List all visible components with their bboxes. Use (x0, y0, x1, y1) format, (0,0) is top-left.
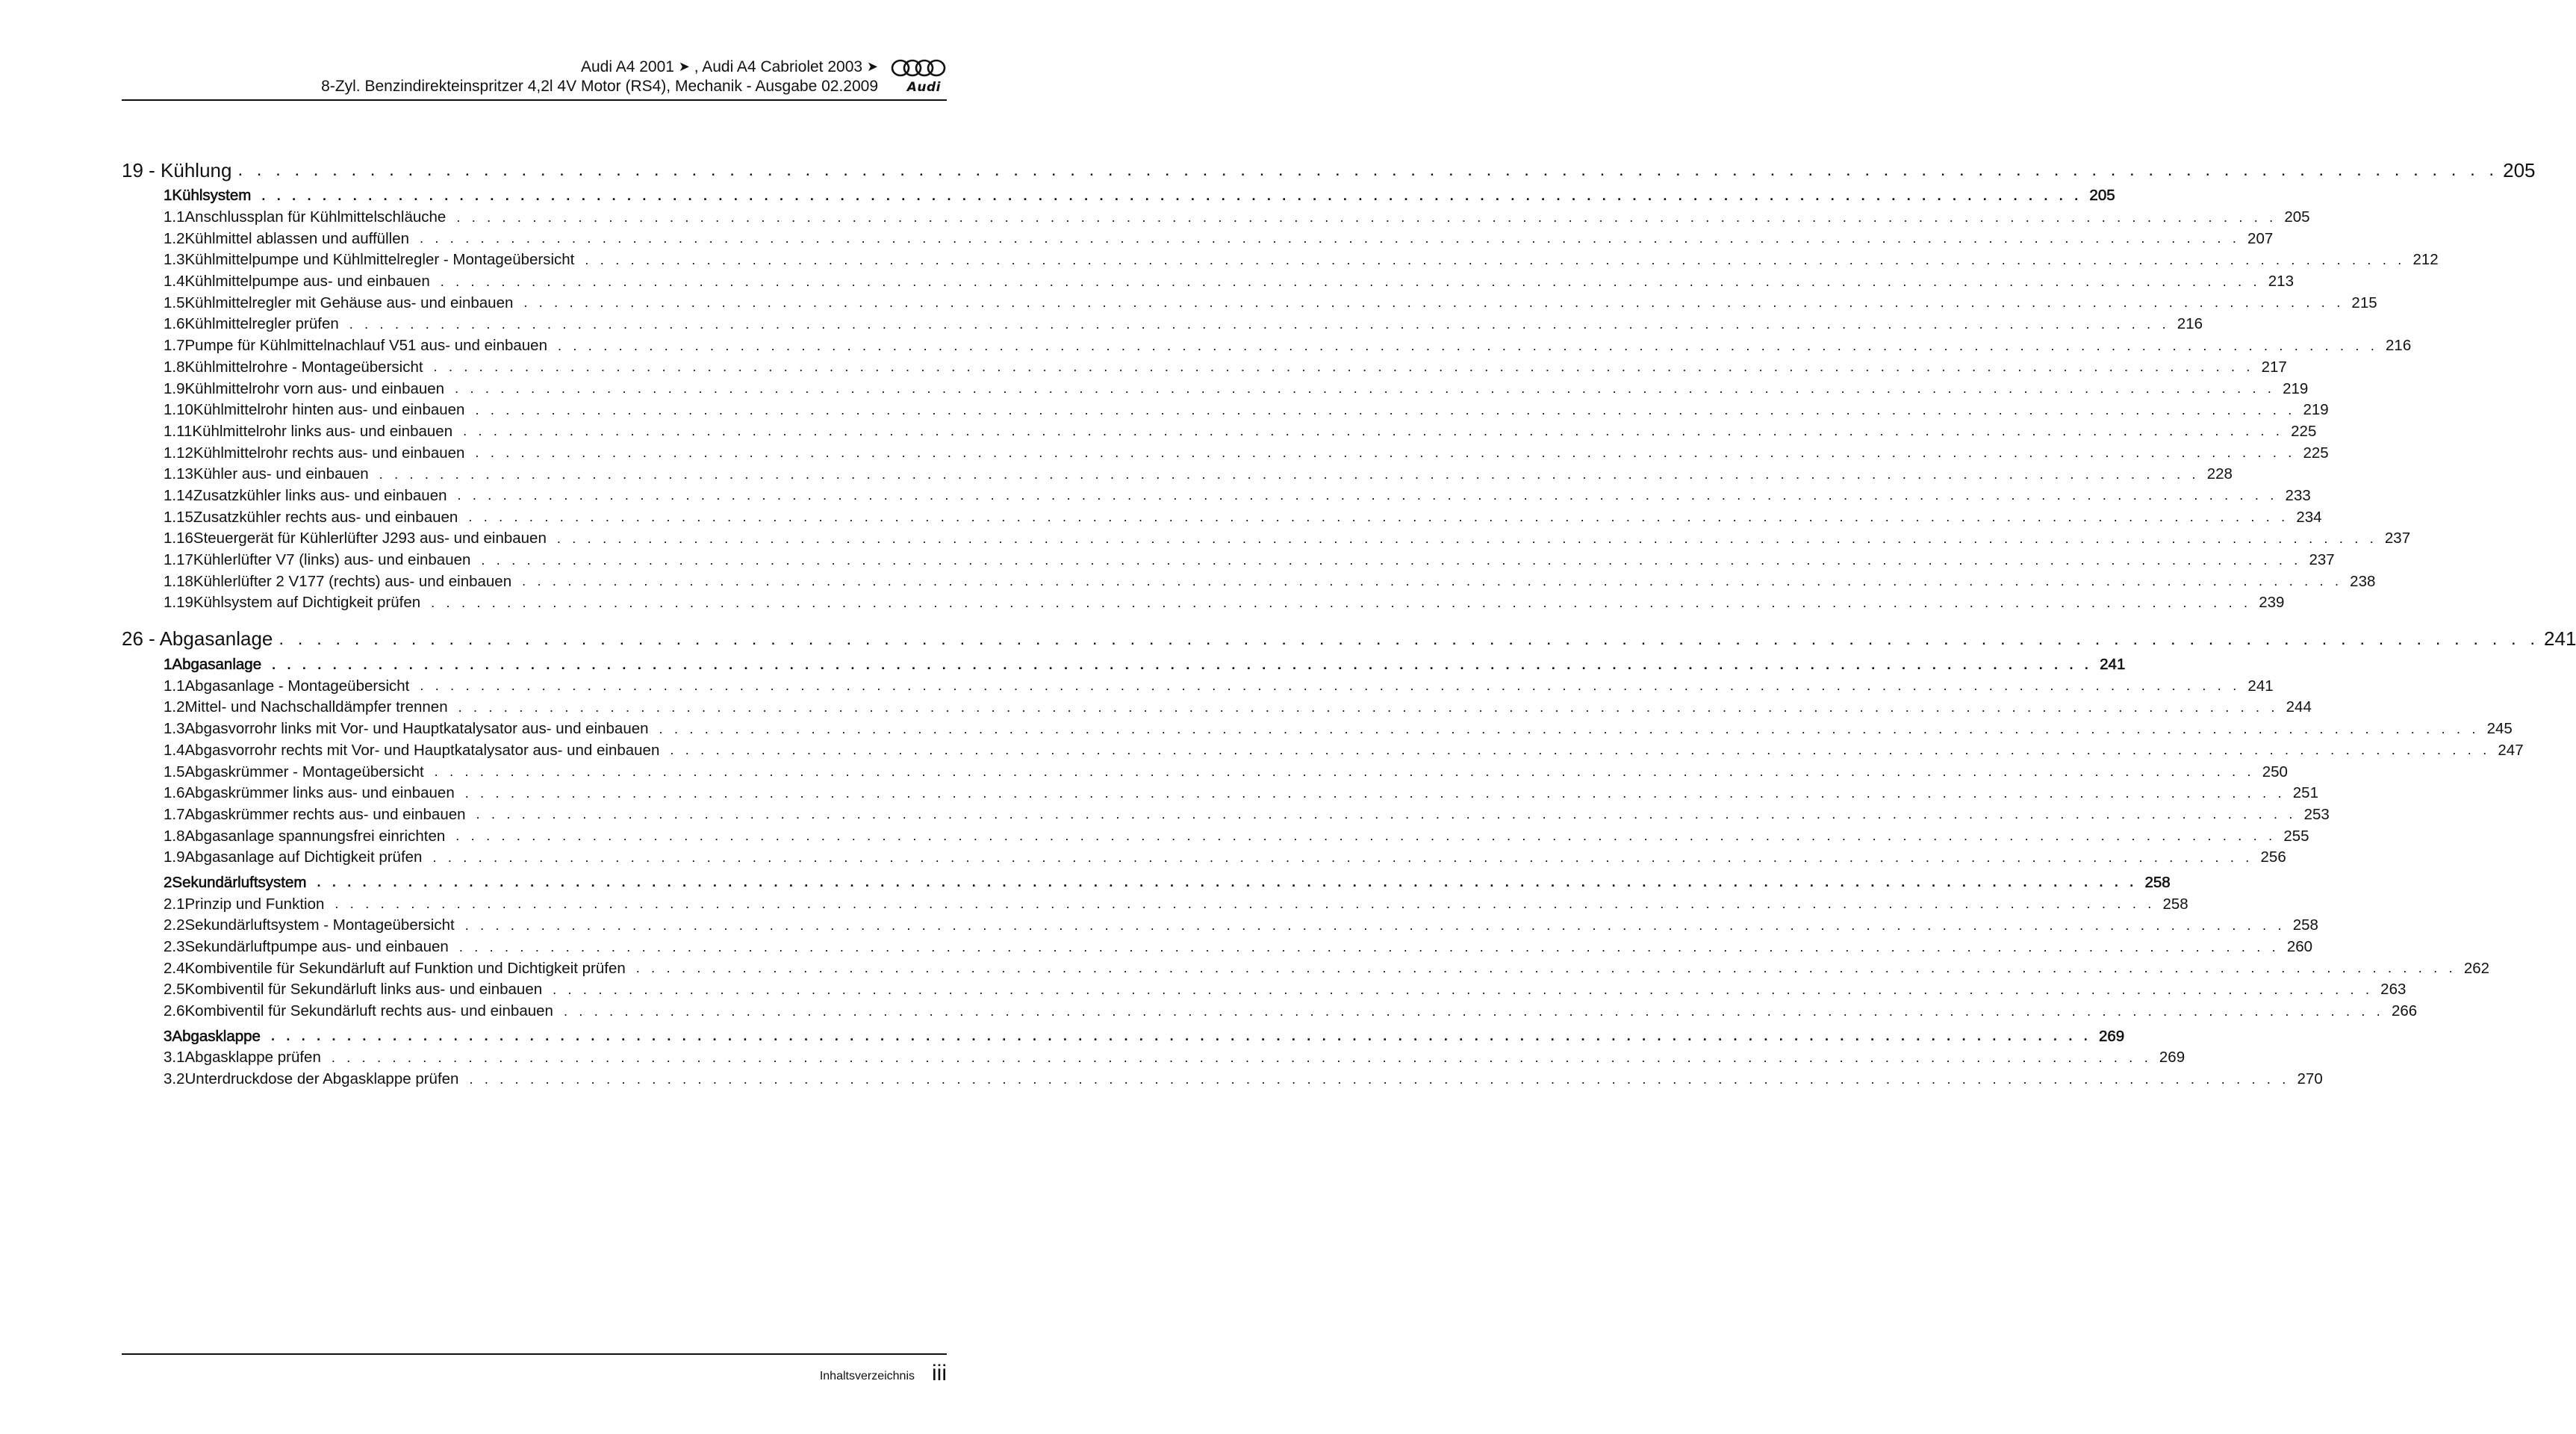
dot-leader: . . . . . . . . . . . . . . . . . . . . . . . . . . . . . . . . . . . . . . . . . . . . . . . . . . . . . . . . . . . . . . . . . . . . . . . . . . . . . . . . . . . . . . . . . . . . . . . . . . . . . . . . . . . . . . . . . . . . . . . . (420, 678, 2241, 694)
entry-number: 2.1 (164, 895, 185, 913)
entry-title: Kühlmittelrohre - Montageübersicht (184, 358, 423, 376)
chapter-title: 26 - Abgasanlage (122, 627, 273, 651)
entry-title: Kühlerlüfter V7 (links) aus- und einbauen (193, 551, 471, 569)
entry-title: Anschlussplan für Kühlmittelschläuche (184, 208, 447, 226)
entry-number: 1.6 (164, 315, 185, 333)
dot-leader: . . . . . . . . . . . . . . . . . . . . . . . . . . . . . . . . . . . . . . . . . . . . . . . . . . . . . . . . . . . . . . . . . . . . . . . . . . . . . . . . . . . . . . . . . . . . . . . . . . . . . . . . . . . . . . . . . . . . . . . . (455, 381, 2276, 397)
dot-leader: . . . . . . . . . . . . . . . . . . . . . . . . . . . . . . . . . . . . . . . . . . . . . . . . . . . . . . . . . . . . . . . . . . . . . . . . . . . . . . . . . . . . . . . . . . . . . . . . . . . . . . . . . . . . . . . . . . . . . . . . (563, 1003, 2384, 1019)
table-of-contents (122, 155, 2576, 1090)
section-page: 205 (2089, 187, 2115, 205)
entry-page: 207 (2247, 229, 2274, 247)
section-number: 2 (164, 873, 172, 891)
toc-entry[interactable] (122, 228, 2274, 249)
section-title: Abgasklappe (172, 1027, 261, 1045)
toc-entry[interactable] (122, 1047, 2185, 1069)
entry-title: Kühlerlüfter 2 V177 (rechts) aus- und einbauen (193, 572, 512, 590)
section-page: 241 (2100, 656, 2126, 674)
dot-leader: . . . . . . . . . . . . . . . . . . . . . . . . . . . . . . . . . . . . . . . . . . . . . . . . . . . . . . . . . . . . . . . . . . . . . . . . . . . . . . . . . . . . . . . . . . . . . . . . . . . . . . . . . . . . . . . . . . . . . . . . (456, 209, 2277, 225)
dot-leader: . . . . . . . . . . . . . . . . . . . . . . . . . . . . . . . . . . . . . . . . . . . . . . . . . . . . . . . . . . . . . . . . . . . . . . . . . . . . . . . . . . . . . . . . . . . . . . . . . . . . . . . . . . . . . . . . . . . . . . . . (635, 960, 2457, 976)
dot-leader: . . . . . . . . . . . . . . . . . . . . . . . . . . . . . . . . . . . . . . . . . . . . . . . . . . . . . . . . . . . . . . . . . . . . . . . . . . . . . . . . . . . . . . . . . . . . . . . . . . . . . . . . . . . . . . . . . . . . . . . . (481, 552, 2302, 568)
entry-page: 213 (2268, 273, 2294, 291)
toc-entry[interactable] (122, 1069, 2323, 1090)
entry-page: 266 (2391, 1002, 2418, 1020)
dot-leader: . . . . . . . . . . . . . . . . . . . . . . . . . . . . . . . . . . . . . . . . . . . . . . . . . . . . . . . . . . . . . . . . . . . . . . . . . . . . . . . . . . . . . . . . . . . . . . . . . . . . . . . . . . . . . . . . . . . . . . . . (272, 657, 2093, 672)
entry-page: 262 (2463, 959, 2490, 977)
footer-divider (122, 1353, 947, 1355)
entry-number: 1.6 (164, 784, 185, 802)
entry-page: 245 (2486, 720, 2513, 738)
dot-leader: . . . . . . . . . . . . . . . . . . . . . . . . . . . . . . . . . . . . . . . . . . . . . . . . . . . . . . . . . . . . . . . . . . . . . . . . . . . . . . . . . . . . . . . . . . . . . . . . . . . . . . . . . . . . . . . . . . . . . . . . (331, 1049, 2152, 1065)
entry-title: Kühlsystem auf Dichtigkeit prüfen (193, 594, 421, 612)
entry-title: Kühlmittelregler prüfen (184, 315, 339, 333)
entry-page: 228 (2206, 465, 2233, 483)
entry-title: Pumpe für Kühlmittelnachlauf V51 aus- und einbauen (184, 337, 547, 355)
entry-number: 1.7 (164, 337, 185, 355)
entry-number: 1.3 (164, 720, 185, 738)
dot-leader: . . . . . . . . . . . . . . . . . . . . . . . . . . . . . . . . . . . . . . . . . . . . . . . . . . . . . . . . . . . . . . . . . . . . . . . . . . . . . . . . . . . . . . . . . . . . . . . . . . . . . . . . . . . . . . . . . . . . . . . . (464, 785, 2286, 801)
entry-number: 1.5 (164, 763, 185, 780)
entry-page: 256 (2260, 848, 2286, 866)
entry-number: 1.15 (164, 508, 193, 526)
toc-entry[interactable] (122, 697, 2312, 718)
chapter-page: 241 (2544, 627, 2576, 651)
page-header (122, 57, 947, 99)
arrow-right-icon: ➤ (678, 59, 690, 74)
toc-section[interactable] (122, 654, 2126, 676)
toc-entry[interactable] (122, 528, 2411, 550)
toc-entry[interactable] (122, 675, 2274, 697)
entry-title: Kühlmittelpumpe und Kühlmittelregler - Montageübersicht (184, 251, 575, 269)
dot-leader: . . . . . . . . . . . . . . . . . . . . . . . . . . . . . . . . . . . . . . . . . . . . . . . . . . . . . . . . . . . . . . . . . . . . . . . . . . . . . . . . . . . . . . . . . . . . . . . . . . . . . . . . . . . . . . . . . . . . . . . . (432, 849, 2253, 865)
section-number: 1 (164, 187, 172, 205)
entry-number: 1.1 (164, 208, 185, 226)
entry-number: 3.2 (164, 1070, 185, 1088)
entry-page: 244 (2286, 698, 2312, 716)
dot-leader: . . . . . . . . . . . . . . . . . . . . . . . . . . . . . . . . . . . . . . . . . . . . . . . . . . . . . . . . . . . . . . . . . . . . . . . . . . . . . . . . . . . . . . . . . . . . . . . . . . . . . . . . . . . . . . . . . . . . . . . . (585, 252, 2406, 267)
entry-page: 225 (2303, 444, 2329, 462)
entry-page: 269 (2159, 1049, 2185, 1067)
toc-entry[interactable] (122, 421, 2317, 443)
dot-leader: . . . . . . . . . . . . . . . . . . . . . . . . . . . . . . . . . . . . . . . . . . . . . . . . . . . . . . . . . . . . . . . . . . . . . . . . . . . . . . . . . . . . . . . . . . . . . . . . . . . . . . . . . . . . . . . . . . . . . . . . (335, 896, 2156, 912)
entry-title: Kühlmittelpumpe aus- und einbauen (184, 273, 430, 291)
entry-title: Abgaskrümmer links aus- und einbauen (184, 784, 455, 802)
entry-number: 1.12 (164, 444, 193, 462)
toc-entry[interactable] (122, 893, 2188, 915)
dot-leader: . . . . . . . . . . . . . . . . . . . . . . . . . . . . . . . . . . . . . . . . . . . . . . . . . . . . . . . . . . . . . . . . . . . . . . . . . . . . . . . . . . . . . . . . . . . . . . . . . . . . . . . . . . . . . . . . . . . . . . . . (457, 488, 2278, 503)
chapter-title: 19 - Kühlung (122, 158, 232, 181)
entry-number: 1.13 (164, 465, 193, 483)
header-line-1 (321, 57, 878, 77)
toc-entry[interactable] (122, 847, 2286, 869)
entry-title: Kühlmittelrohr hinten aus- und einbauen (193, 401, 465, 419)
entry-title: Mittel- und Nachschalldämpfer trennen (184, 698, 448, 716)
dot-leader: . . . . . . . . . . . . . . . . . . . . . . . . . . . . . . . . . . . . . . . . . . . . . . . . . . . . . . . . . . . . . . . . . . . . . . . . . . . . . . . . . . . . . . . . . . . . . . . . . . . . . . . . . . . . . . . . . . . . . . . . (469, 1071, 2290, 1087)
chapter-heading[interactable] (122, 624, 2576, 654)
dot-leader: . . . . . . . . . . . . . . . . . . . . . . . . . . . . . . . . . . . . . . . . . . . . . . . . . . . . . . . . . . . . . . . . . . . . . . . . . . . . . . . . . . . . . . . . . . . . . . . . . . . . . . . . . . . . . . . . . . . . . . . . (556, 530, 2377, 546)
toc-entry[interactable] (122, 825, 2309, 847)
entry-title: Abgasvorrohr links mit Vor- und Hauptkatalysator aus- und einbauen (184, 720, 649, 738)
entry-page: 205 (2284, 208, 2310, 226)
entry-title: Zusatzkühler links aus- und einbauen (193, 486, 447, 504)
entry-number: 3.1 (164, 1049, 185, 1067)
entry-number: 1.5 (164, 294, 185, 311)
entry-number: 1.11 (164, 422, 193, 440)
footer-page-number: iii (932, 1361, 947, 1385)
toc-entry[interactable] (122, 915, 2318, 937)
toc-entry[interactable] (122, 783, 2318, 804)
entry-page: 212 (2412, 251, 2439, 269)
entry-title: Kühler aus- und einbauen (193, 465, 369, 483)
toc-entry[interactable] (122, 335, 2412, 357)
entry-number: 1.1 (164, 677, 185, 695)
toc-entry[interactable] (122, 957, 2490, 979)
entry-title: Abgaskrümmer rechts aus- und einbauen (184, 805, 466, 823)
entry-number: 1.3 (164, 251, 185, 269)
toc-entry[interactable] (122, 506, 2322, 528)
entry-title: Kombiventil für Sekundärluft rechts aus- und einbauen (184, 1002, 553, 1020)
dot-leader: . . . . . . . . . . . . . . . . . . . . . . . . . . . . . . . . . . . . . . . . . . . . . . . . . . . . . . . . . . . . . . . . . . . . . . . . . . . . . . . . . . . . . . . . . . . . . . . . . . . . . . . . . . . . . . . . . . . . . . . . (455, 828, 2277, 844)
entry-page: 260 (2286, 938, 2313, 956)
dot-leader: . . . . . . . . . . . . . . . . . . . . . . . . . . . . . . . . . . . . . . . . . . . . . . . . . . . . . . . . . . . . . . . . . . . . . . . . . . . . . . . . . . . . . . . . . . . . . . . . . . . . . . . . . . . . . . . . . . . . . . . . (522, 574, 2343, 589)
entry-number: 2.6 (164, 1002, 185, 1020)
entry-title: Kühlmittel ablassen und auffüllen (184, 229, 409, 247)
entry-title: Kühlmittelregler mit Gehäuse aus- und einbauen (184, 294, 514, 311)
section-page: 269 (2099, 1027, 2125, 1045)
entry-page: 216 (2386, 337, 2412, 355)
dot-leader: . . . . . . . . . . . . . . . . . . . . . . . . . . . . . . . . . . . . . . . . . . . . . . . . . . . . . . . . . . . . . . . . . . . . . . . . . . . . . . . . . . . . . . . . . . . . . . . . . . . . . . . . . . . . . . . . . . . . . . . . (440, 273, 2261, 289)
dot-leader: . . . . . . . . . . . . . . . . . . . . . . . . . . . . . . . . . . . . . . . . . . . . . . . . . . . . . . . . . . . . . . . . . . . . . . . . . . . . . . . . . . . . . . . . . . . . . . . . . . . . . . . . . . . . . . . . . . . . . . . . (433, 359, 2254, 375)
toc-entry[interactable] (122, 378, 2309, 400)
entry-title: Kühlmittelrohr links aus- und einbauen (192, 422, 453, 440)
entry-title: Abgasanlage - Montageübersicht (184, 677, 410, 695)
section-title: Kühlsystem (172, 187, 252, 205)
toc-entry[interactable] (122, 550, 2335, 571)
entry-title: Sekundärluftsystem - Montageübersicht (184, 916, 455, 934)
entry-page: 237 (2384, 530, 2411, 547)
entry-page: 251 (2292, 784, 2318, 802)
toc-entry[interactable] (122, 464, 2233, 485)
toc-section[interactable] (122, 872, 2171, 894)
entry-page: 239 (2259, 594, 2285, 612)
entry-title: Kombiventil für Sekundärluft links aus- und einbauen (184, 981, 543, 999)
entry-number: 1.8 (164, 827, 185, 845)
entry-number: 1.18 (164, 572, 193, 590)
arrow-right-icon: ➤ (866, 59, 878, 74)
dot-leader: . . . . . . . . . . . . . . . . . . . . . . . . . . . . . . . . . . . . . . . . . . . . . . . . . . . . . . . . . . . . . . . . . . . . . . . . . . . . . . . . . . . . . . . . . . . . . . . . . . . . . . . . . . . . . . . . . . . . . . . . (475, 445, 2296, 461)
entry-page: 255 (2283, 827, 2309, 845)
toc-entry[interactable] (122, 207, 2310, 229)
dot-leader: . . . . . . . . . . . . . . . . . . . . . . . . . . . . . . . . . . . . . . . . . . . . . . . . . . . . . . . . . . . . . . . . . . . . . . . . . . . . . . . . . . . . . . . . . . . . . . . . . . . . . . . . . . . . . . . . . . . . . . . . (475, 402, 2296, 418)
entry-title: Unterdruckdose der Abgasklappe prüfen (184, 1070, 459, 1088)
entry-page: 253 (2303, 805, 2330, 823)
dot-leader: . . . . . . . . . . . . . . . . . . . . . . . . . . . . . . . . . . . . . . . . . . . . . . . . . . . . . . . . . . . . . . . . . . . . . . . . . . . . . . . . . . . . . . . . . . . . . . . . . . . . . . . . . . . . . . . . . . . . . . . . (458, 699, 2279, 715)
entry-page: 234 (2296, 508, 2322, 526)
toc-entry[interactable] (122, 718, 2513, 740)
toc-entry[interactable] (122, 1001, 2418, 1022)
dot-leader: . . . . . . . . . . . . . . . . . . . . . . . . . . . . . . . . . . . . . . . . . . . . . . . . . . . . . . . . . . . . . . . . . . . . . . . . . . . . . . . . . . . . . . . . . . . . . . . . . . . . . . . . . . . . . . . . . . . . . . . . (476, 807, 2297, 822)
entry-number: 1.8 (164, 358, 185, 376)
entry-page: 241 (2247, 677, 2274, 695)
toc-entry[interactable] (122, 761, 2288, 783)
toc-entry[interactable] (122, 979, 2407, 1001)
entry-page: 237 (2309, 551, 2335, 569)
entry-number: 1.2 (164, 698, 185, 716)
toc-entry[interactable] (122, 804, 2330, 826)
entry-page: 216 (2177, 315, 2203, 333)
chapter-heading[interactable] (122, 155, 2536, 185)
entry-number: 1.14 (164, 486, 193, 504)
section-title: Abgasanlage (172, 656, 262, 674)
toc-entry[interactable] (122, 249, 2439, 271)
entry-number: 1.19 (164, 594, 193, 612)
toc-entry[interactable] (122, 592, 2285, 614)
section-title: Sekundärluftsystem (172, 873, 307, 891)
toc-entry[interactable] (122, 571, 2376, 592)
entry-title: Kombiventile für Sekundärluft auf Funktion und Dichtigkeit prüfen (184, 959, 626, 977)
entry-number: 1.16 (164, 530, 193, 547)
entry-number: 2.4 (164, 959, 185, 977)
entry-number: 1.4 (164, 741, 185, 759)
entry-title: Sekundärluftpumpe aus- und einbauen (184, 938, 449, 956)
dot-leader: . . . . . . . . . . . . . . . . . . . . . . . . . . . . . . . . . . . . . . . . . . . . . . . . . . . . . . . . . . . . . . . . . . . . . . . . . . . . . . . . . . . . . . . . . . . . . . . . . . . . . . . . . . . . . . . . . . . . . . . . (379, 466, 2200, 482)
entry-number: 2.2 (164, 916, 185, 934)
entry-title: Abgasklappe prüfen (184, 1049, 321, 1067)
toc-entry[interactable] (122, 937, 2313, 958)
toc-entry[interactable] (122, 740, 2524, 762)
dot-leader: . . . . . . . . . . . . . . . . . . . . . . . . . . . . . . . . . . . . . . . . . . . . . . . . . . . . . . . . . . . . . . . . . . . . . . . . . . . . . . . . . . . . . . . . . . . . . . . . . . . . . . . . . . . . . . . . . . . . . . . . (261, 187, 2082, 203)
entry-title: Abgasanlage auf Dichtigkeit prüfen (184, 848, 423, 866)
section-page: 258 (2144, 873, 2171, 891)
entry-number: 1.9 (164, 379, 185, 397)
entry-number: 2.5 (164, 981, 185, 999)
chapter-spacer (122, 614, 947, 624)
entry-title: Abgaskrümmer - Montageübersicht (184, 763, 424, 780)
entry-page: 258 (2162, 895, 2188, 913)
entry-page: 219 (2303, 401, 2329, 419)
toc-entry[interactable] (122, 314, 2203, 335)
section-number: 3 (164, 1027, 172, 1045)
chapter-page: 205 (2503, 158, 2536, 181)
dot-leader: . . . . . . . . . . . . . . . . . . . . . . . . . . . . . . . . . . . . . . . . . . . . . . . . . . . . . . . . . . . . . . . . . . . . . . . . . . . . . . . . . . . . . . . . . . . . . . . . . . . . . . . . . . . . . . . . . . . . . . . . (349, 316, 2170, 332)
entry-title: Steuergerät für Kühlerlüfter J293 aus- und einbauen (193, 530, 547, 547)
entry-number: 1.10 (164, 401, 193, 419)
entry-number: 2.3 (164, 938, 185, 956)
entry-title: Zusatzkühler rechts aus- und einbauen (193, 508, 458, 526)
entry-page: 238 (2350, 572, 2376, 590)
toc-entry[interactable] (122, 442, 2329, 464)
dot-leader: . . . . . . . . . . . . . . . . . . . . . . . . . . . . . . . . . . . . . . . . . . . . . . . . . . . . . . . . . . . . . . . . . . . . . . . . . . . . . . . . . . . . . . . . . . . . . . . . . . . . . . . . . . . . . . . . . . . . . . . . (670, 742, 2491, 758)
toc-section[interactable] (122, 1025, 2125, 1047)
dot-leader: . . . . . . . . . . . . . . . . . . . . . . . . . . . . . . . . . . . . . . . . . . . . . . . . . . . . . . . . . . . . . . . . . . . . . . . . . . . . . . . . . . . . . . . . . . . . . . . . . . . . . . . . . . . . . . . . . . . . . . . . (557, 338, 2379, 353)
entry-number: 1.2 (164, 229, 185, 247)
toc-entry[interactable] (122, 271, 2294, 293)
header-divider (122, 99, 947, 101)
entry-page: 250 (2262, 763, 2288, 780)
dot-leader: . . . . . . . . . . . . . . . . . . . . . . . . . . . . . . . . . . . . . . . . . . . . . . . . . . . . . . . . . . . . . . . . . . . . . . . . . . . . . . . . . . . . . . . . . . . . . . . . . . . . . . . . . . . . . . . . . . . . . . . . (434, 764, 2255, 780)
entry-page: 258 (2292, 916, 2318, 934)
entry-page: 219 (2283, 379, 2309, 397)
dot-leader: . . . . . . . . . . . . . . . . . . . . . . . . . . . . . . . . . . . . . . . . . . . . . . . . . . . . . . . . . . . . . . . . . . . . . . . . . . . . . . . . . . . . . . . . . . . . . . . . . . . . . . . . . . . . . . . . . . . . . . . . (463, 423, 2284, 439)
dot-leader: . . . . . . . . . . . . . . . . . . . . . . . . . . . . . . . . . . . . . . . . . . . . . . . . . . . . . . . . . . . . . . . . . . . . . . . . . . . . . . . . . . . . . . . . . . . . . . . . . . . . . . . . . . . . . . . . . . . . . . . . (523, 295, 2345, 311)
toc-entry[interactable] (122, 485, 2311, 507)
dot-leader: . . . . . . . . . . . . . . . . . . . . . . . . . . . . . . . . . . . . . . . . . . . . . . . . . . . . . . . . . . . . . . . . . . . . . . . . . . . . . . . . . . . . . . . . . . . . . . . . . . . . . . . . . . . . . . . . . . . . . . . . (431, 595, 2252, 610)
dot-leader: . . . . . . . . . . . . . . . . . . . . . . . . . . . . . . . . . . . . . . . . . . . . . . . . . . . . . . . . . . . . . . . . . . . . . . . . . . . . . . . . . . . . . . . . . . . . . . . . . . . . . . . . . . . . . . . . . . . . . . . . (458, 939, 2280, 955)
entry-page: 270 (2297, 1070, 2323, 1088)
dot-leader: . . . . . . . . . . . . . . . . . . . . . . . . . . . . . . . . . . . . . . . . . . . . . . . . . . . . . . . . . . . . . . . . . . . . . . . . . . . . . . . . . . . . . . . . . . . . . . . . . . . . . . . . . . . . . . . . . . . . . . . . (317, 875, 2138, 890)
toc-entry[interactable] (122, 400, 2329, 421)
entry-title: Prinzip und Funktion (184, 895, 325, 913)
section-number: 1 (164, 656, 172, 674)
entry-title: Abgasvorrohr rechts mit Vor- und Hauptkatalysator aus- und einbauen (184, 741, 660, 759)
toc-entry[interactable] (122, 357, 2287, 379)
dot-leader: . . . . . . . . . . . . . . . . . . . . . . . . . . . . . . . . . . . . . . . . . . . . . . . . . . . . . . . . . . . . . . . . . . . . . . . . . . . . . . . . . . . . . . . . . . . . . . . . . . . . . . . . . . . . . . . . . . . . . . . . (420, 231, 2241, 246)
footer-label: Inhaltsverzeichnis (819, 1370, 915, 1382)
entry-page: 217 (2261, 358, 2287, 376)
header-line-2: 8-Zyl. Benzindirekteinspritzer 4,2l 4V Motor (RS4), Mechanik - Ausgabe 02.2009 (321, 78, 878, 95)
entry-page: 225 (2291, 422, 2317, 440)
dot-leader: . . . . . . . . . . . . . . . . . . . . . . . . . . . . . . . . . . . . . . . . . . . . . . . . . . . . . . . . . . . . . . . . . . . . . . . . . . . . . . . . . . . . . . . . . . . . . . . . . . . . . . . . . . . . . . . . . . . . . . . . (468, 509, 2289, 525)
entry-title: Kühlmittelrohr rechts aus- und einbauen (193, 444, 465, 462)
entry-page: 263 (2380, 981, 2407, 999)
entry-page: 233 (2285, 486, 2311, 504)
entry-page: 247 (2498, 741, 2524, 759)
entry-number: 1.9 (164, 848, 185, 866)
header-model-b: , Audi A4 Cabriolet 2003 (694, 58, 863, 75)
dot-leader: . . . . . . . . . . . . . . . . . . . . . . . . . . . . . . . . . . . . . . . . . . . . . . . . . . . . . . . . . . . . . . . . . . . . . . . . . . . . . . . . . . . . . . . . . . . . . . . . . . . . . . . . . . . . . . . . . . . . . . . . (659, 721, 2480, 736)
entry-title: Kühlmittelrohr vorn aus- und einbauen (184, 379, 445, 397)
entry-number: 1.17 (164, 551, 193, 569)
header-model-a: Audi A4 2001 (580, 58, 674, 75)
entry-page: 215 (2351, 294, 2377, 311)
entry-number: 1.4 (164, 273, 185, 291)
dot-leader: . . . . . . . . . . . . . . . . . . . . . . . . . . . . . . . . . . . . . . . . . . . . . . . . . . . . . . . . . . . . . . . . . . . . . . . . . . . . . . . . . . . . . . . . . . . . . . . . . . . . . . . . . . . . . . . . . . . . . . . . (464, 917, 2286, 933)
entry-title: Abgasanlage spannungsfrei einrichten (184, 827, 446, 845)
dot-leader: . . . . . . . . . . . . . . . . . . . . . . . . . . . . . . . . . . . . . . . . . . . . . . . . . . . . . . . . . . . . . . . . . . . . . . . . . . . . . . . . . . . . . . . . . . . . . . . . . . . . . . . . . . . . . . . . . . . . . . . . (237, 160, 2499, 180)
header-text (321, 57, 878, 96)
toc-entry[interactable] (122, 292, 2377, 314)
dot-leader: . . . . . . . . . . . . . . . . . . . . . . . . . . . . . . . . . . . . . . . . . . . . . . . . . . . . . . . . . . . . . . . . . . . . . . . . . . . . . . . . . . . . . . . . . . . . . . . . . . . . . . . . . . . . . . . . . . . . . . . . (279, 628, 2540, 649)
dot-leader: . . . . . . . . . . . . . . . . . . . . . . . . . . . . . . . . . . . . . . . . . . . . . . . . . . . . . . . . . . . . . . . . . . . . . . . . . . . . . . . . . . . . . . . . . . . . . . . . . . . . . . . . . . . . . . . . . . . . . . . . (270, 1028, 2091, 1044)
logo-wordmark: Audi (906, 80, 941, 95)
toc-section[interactable] (122, 185, 2115, 207)
entry-number: 1.7 (164, 805, 185, 823)
dot-leader: . . . . . . . . . . . . . . . . . . . . . . . . . . . . . . . . . . . . . . . . . . . . . . . . . . . . . . . . . . . . . . . . . . . . . . . . . . . . . . . . . . . . . . . . . . . . . . . . . . . . . . . . . . . . . . . . . . . . . . . . (553, 981, 2374, 997)
